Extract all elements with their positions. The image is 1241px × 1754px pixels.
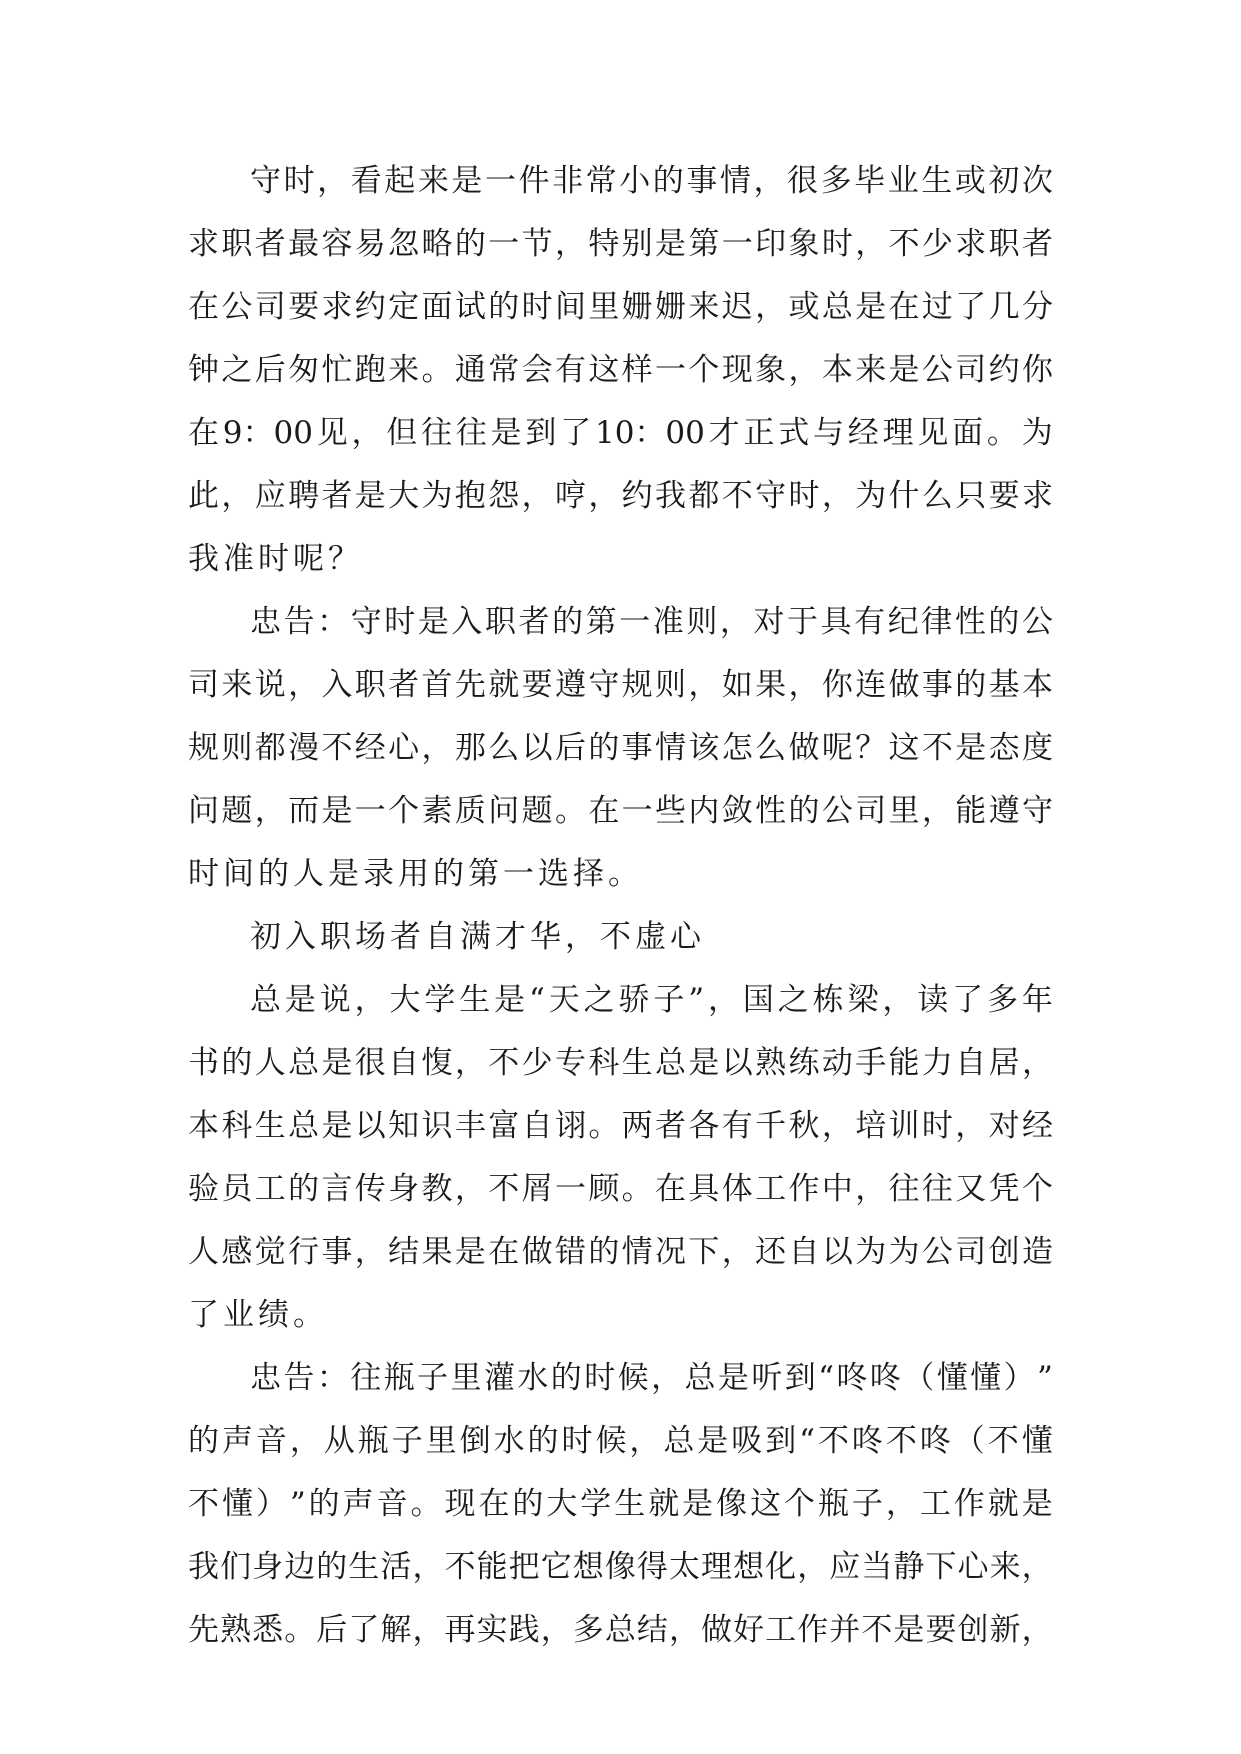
document-body bbox=[188, 150, 1053, 1662]
text-line: 书 的 人 总 是 很 自 愎 ， 不 少 专 科 生 总 是 以 熟 练 动 手 能 力 自 居 ， bbox=[188, 1045, 1053, 1081]
text-line: 求 职 者 最 容 易 忽 略 的 一 节 ， 特 别 是 第 一 印 象 时 ， 不 少 求 职 者 bbox=[188, 226, 1053, 262]
text-line: 了业绩。 bbox=[188, 1297, 328, 1333]
text-line: 在 9：00 见 ， 但 往 往 是 到 了 10：00 才 正 式 与 经 理 见 面 。 为 bbox=[188, 415, 1053, 451]
text-line: 问 题 ， 而 是 一 个 素 质 问 题 。 在 一 些 内 敛 性 的 公 司 里 ， 能 遵 守 bbox=[188, 793, 1053, 829]
text-line: 司 来 说 ， 入 职 者 首 先 就 要 遵 守 规 则 ， 如 果 ， 你 连 做 事 的 基 本 bbox=[188, 667, 1053, 703]
text-line: 忠 告 ： 守 时 是 入 职 者 的 第 一 准 则 ， 对 于 具 有 纪 律 性 的 公 bbox=[250, 604, 1053, 640]
text-line: 我准时呢？ bbox=[188, 541, 363, 577]
text-line: 人 感 觉 行 事 ， 结 果 是 在 做 错 的 情 况 下 ， 还 自 以 为 为 公 司 创 造 bbox=[188, 1234, 1053, 1270]
text-line: 忠 告 ： 往 瓶 子 里 灌 水 的 时 候 ， 总 是 听 到 “ 咚 咚 （ 懂 懂 ） ” bbox=[250, 1360, 1053, 1396]
text-line: 的 声 音 ， 从 瓶 子 里 倒 水 的 时 候 ， 总 是 吸 到 “ 不 咚 不 咚 （ 不 懂 bbox=[188, 1423, 1053, 1459]
text-line: 守 时 ， 看 起 来 是 一 件 非 常 小 的 事 情 ， 很 多 毕 业 生 或 初 次 bbox=[250, 163, 1053, 199]
text-line: 总 是 说 ， 大 学 生 是 “ 天 之 骄 子 ” ， 国 之 栋 梁 ， 读 了 多 年 bbox=[250, 982, 1053, 1018]
text-line: 我 们 身 边 的 生 活 ， 不 能 把 它 想 像 得 太 理 想 化 ， 应 当 静 下 心 来 ， bbox=[188, 1549, 1053, 1585]
text-line: 先 熟 悉 。 后 了 解 ， 再 实 践 ， 多 总 结 ， 做 好 工 作 并 不 是 要 创 新 ， bbox=[188, 1612, 1053, 1648]
text-line: 验 员 工 的 言 传 身 教 ， 不 屑 一 顾 。 在 具 体 工 作 中 ， 往 往 又 凭 个 bbox=[188, 1171, 1053, 1207]
text-line: 在 公 司 要 求 约 定 面 试 的 时 间 里 姗 姗 来 迟 ， 或 总 是 在 过 了 几 分 bbox=[188, 289, 1053, 325]
text-line: 规 则 都 漫 不 经 心 ， 那 么 以 后 的 事 情 该 怎 么 做 呢 ？ 这 不 是 态 度 bbox=[188, 730, 1053, 766]
text-line: 不 懂 ） ” 的 声 音 。 现 在 的 大 学 生 就 是 像 这 个 瓶 子 ， 工 作 就 是 bbox=[188, 1486, 1053, 1522]
text-line: 初入职场者自满才华，不虚心 bbox=[250, 919, 705, 955]
text-line: 本 科 生 总 是 以 知 识 丰 富 自 诩 。 两 者 各 有 千 秋 ， 培 训 时 ， 对 经 bbox=[188, 1108, 1053, 1144]
text-line: 时间的人是录用的第一选择。 bbox=[188, 856, 643, 892]
text-line: 此 ， 应 聘 者 是 大 为 抱 怨 ， 哼 ， 约 我 都 不 守 时 ， 为 什 么 只 要 求 bbox=[188, 478, 1053, 514]
text-line: 钟 之 后 匆 忙 跑 来 。 通 常 会 有 这 样 一 个 现 象 ， 本 来 是 公 司 约 你 bbox=[188, 352, 1053, 388]
